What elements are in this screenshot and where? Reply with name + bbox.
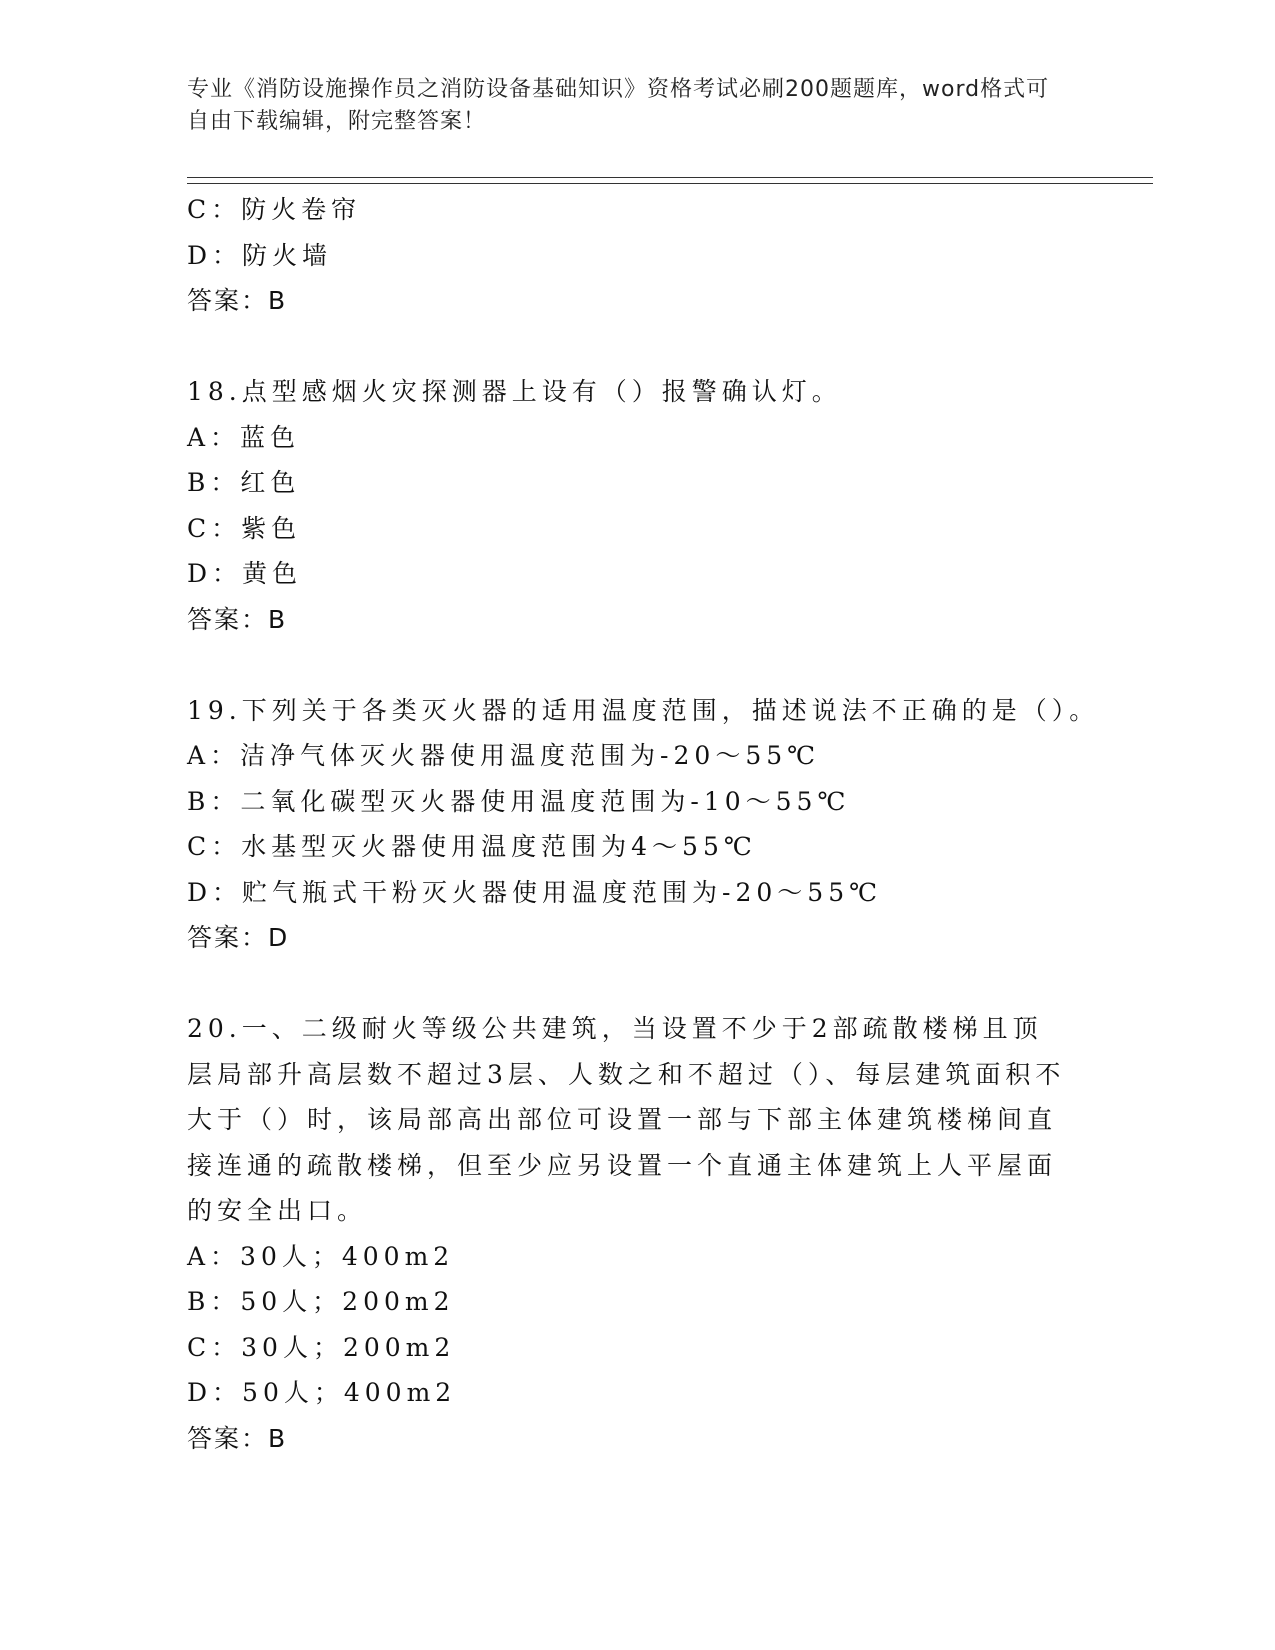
header-divider-top [187, 177, 1153, 178]
option-a: A：30人；400m2 [187, 1241, 455, 1271]
question-list [187, 187, 1100, 1461]
option-c: C：紫色 [187, 513, 302, 543]
question-block-18 [187, 369, 1087, 642]
option-a: A：蓝色 [187, 422, 301, 452]
question-text: 20.一、二级耐火等级公共建筑，当设置不少于2部疏散楼梯且顶层局部升高层数不超过3层、人数之和不超过（）、每层建筑面积不大于（）时，该局部高出部位可设置一部与下部主体建筑楼梯间直接连通的疏散楼梯，但至少应另设置一个直通主体建筑上人平屋面的安全出口。 [187, 1014, 1066, 1225]
document-header: 专业《消防设施操作员之消防设备基础知识》资格考试必刷200题题库，word格式可自由下载编辑，附完整答案！ [187, 77, 1050, 134]
option-c: C：30人；200m2 [187, 1332, 456, 1362]
answer-line: 答案：B [187, 604, 288, 634]
question-block-17 [187, 187, 1087, 324]
answer-line: 答案：B [187, 1423, 288, 1453]
option-d: D：50人；400m2 [187, 1378, 457, 1407]
option-c: C：防火卷帘 [187, 195, 362, 224]
question-text: 19.下列关于各类灭火器的适用温度范围，描述说法不正确的是（）。 [187, 695, 1100, 725]
option-d: D：黄色 [187, 559, 303, 588]
spacer [187, 324, 1087, 370]
question-block-20 [187, 1006, 1087, 1461]
header-divider-bottom [187, 183, 1153, 184]
spacer [187, 642, 1087, 688]
option-b: B：二氧化碳型灭火器使用温度范围为-10～55℃ [187, 786, 851, 816]
option-c: C：水基型灭火器使用温度范围为4～55℃ [187, 832, 757, 861]
question-text: 18.点型感烟火灾探测器上设有（）报警确认灯。 [187, 377, 842, 406]
answer-line: 答案：D [187, 923, 290, 952]
option-b: B：50人；200m2 [187, 1287, 455, 1316]
option-d: D：防火墙 [187, 240, 333, 270]
option-b: B：红色 [187, 468, 301, 497]
answer-line: 答案：B [187, 286, 288, 315]
spacer [187, 961, 1087, 1007]
question-block-19 [187, 688, 1100, 961]
option-a: A：洁净气体灭火器使用温度范围为-20～55℃ [187, 741, 821, 770]
option-d: D：贮气瓶式干粉灭火器使用温度范围为-20～55℃ [187, 877, 883, 907]
